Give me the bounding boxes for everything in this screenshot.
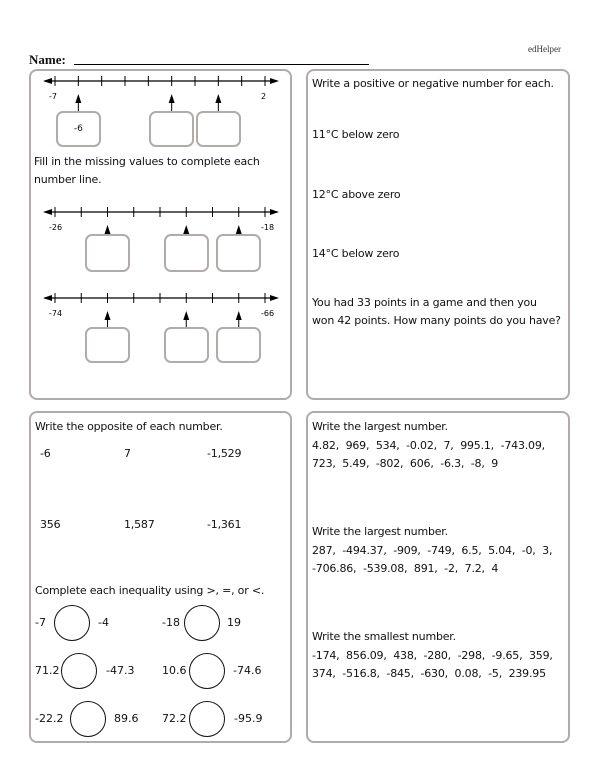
inequality-6-answer-circle[interactable] xyxy=(189,701,225,737)
up-arrow-icon xyxy=(183,311,189,320)
up-arrow-icon xyxy=(75,94,81,103)
inequality-5-left: -22.2 xyxy=(35,712,64,725)
temperature-item-2: 12°C above zero xyxy=(312,188,401,201)
left-arrowhead-icon xyxy=(43,295,52,301)
up-arrow-icon xyxy=(183,225,189,234)
temperature-item-3: 14°C below zero xyxy=(312,247,400,260)
opposites-inequalities-panel xyxy=(29,411,292,743)
largest-smallest-panel xyxy=(306,411,570,743)
number-line-answer-box[interactable] xyxy=(216,234,261,272)
number-line-answer-box[interactable] xyxy=(196,111,241,147)
inequality-4-right: -74.6 xyxy=(233,664,262,677)
up-arrow-icon xyxy=(236,311,242,320)
inequality-5-answer-circle[interactable] xyxy=(70,701,106,737)
number-line-end-label: -18 xyxy=(261,223,275,232)
opposite-number-3: -1,529 xyxy=(207,447,242,460)
number-line-answer-box[interactable] xyxy=(216,327,261,363)
inequality-1-answer-circle[interactable] xyxy=(54,605,90,641)
positive-negative-instruction: Write a positive or negative number for each. xyxy=(312,77,554,90)
ordering-2-instruction: Write the largest number. xyxy=(312,525,448,538)
inequality-1-left: -7 xyxy=(35,616,46,629)
opposite-number-5: 1,587 xyxy=(124,518,155,531)
ordering-2-numbers-line-2: -706.86, -539.08, 891, -2, 7.2, 4 xyxy=(312,562,499,575)
right-arrowhead-icon xyxy=(270,209,279,215)
number-line-panel xyxy=(29,69,292,400)
opposite-number-2: 7 xyxy=(124,447,131,460)
number-line-end-label: -66 xyxy=(261,309,275,318)
inequality-5-right: 89.6 xyxy=(114,712,139,725)
ordering-3-numbers-line-1: -174, 856.09, 438, -280, -298, -9.65, 359, xyxy=(312,649,553,662)
word-problem: You had 33 points in a game and then you won 42 points. How many points do you have? xyxy=(312,296,561,327)
number-line-answer-box[interactable] xyxy=(85,234,130,272)
inequality-4-left: 10.6 xyxy=(162,664,187,677)
ordering-1-instruction: Write the largest number. xyxy=(312,420,448,433)
number-line-end-label: 2 xyxy=(261,92,267,101)
up-arrow-icon xyxy=(105,311,111,320)
ordering-2-numbers-line-1: 287, -494.37, -909, -749, 6.5, 5.04, -0, 3, xyxy=(312,544,553,557)
number-line-instruction: Fill in the missing values to complete each number line. xyxy=(34,155,260,186)
number-line-start-label: -7 xyxy=(49,92,57,101)
brand-label: edHelper xyxy=(528,44,561,54)
right-arrowhead-icon xyxy=(270,295,279,301)
up-arrow-icon xyxy=(215,94,221,103)
inequality-3-right: -47.3 xyxy=(106,664,135,677)
right-arrowhead-icon xyxy=(270,78,279,84)
name-label: Name: xyxy=(29,52,66,67)
inequality-6-left: 72.2 xyxy=(162,712,187,725)
opposites-instruction: Write the opposite of each number. xyxy=(35,420,223,433)
ordering-3-numbers-line-2: 374, -516.8, -845, -630, 0.08, -5, 239.95 xyxy=(312,667,546,680)
ordering-1-numbers-line-2: 723, 5.49, -802, 606, -6.3, -8, 9 xyxy=(312,457,499,470)
number-line-answer-box[interactable] xyxy=(85,327,130,363)
ordering-3-instruction: Write the smallest number. xyxy=(312,630,456,643)
inequality-3-answer-circle[interactable] xyxy=(61,653,97,689)
number-line-start-label: -74 xyxy=(49,309,63,318)
inequality-2-answer-circle[interactable] xyxy=(184,605,220,641)
positive-negative-panel xyxy=(306,69,570,400)
number-line-answer-box[interactable] xyxy=(149,111,194,147)
number-line-answer-box[interactable] xyxy=(164,234,209,272)
number-line-answer-box[interactable] xyxy=(164,327,209,363)
up-arrow-icon xyxy=(236,225,242,234)
opposite-number-4: 356 xyxy=(40,518,61,531)
inequality-2-left: -18 xyxy=(162,616,180,629)
ordering-1-numbers-line-1: 4.82, 969, 534, -0.02, 7, 995.1, -743.09, xyxy=(312,439,545,452)
number-line-start-label: -26 xyxy=(49,223,63,232)
inequality-2-right: 19 xyxy=(227,616,241,629)
opposite-number-1: -6 xyxy=(40,447,51,460)
left-arrowhead-icon xyxy=(43,78,52,84)
inequality-1-right: -4 xyxy=(98,616,109,629)
left-arrowhead-icon xyxy=(43,209,52,215)
opposite-number-6: -1,361 xyxy=(207,518,242,531)
up-arrow-icon xyxy=(169,94,175,103)
up-arrow-icon xyxy=(105,225,111,234)
temperature-item-1: 11°C below zero xyxy=(312,128,400,141)
inequality-6-right: -95.9 xyxy=(234,712,263,725)
name-input-line[interactable] xyxy=(74,64,369,65)
inequality-4-answer-circle[interactable] xyxy=(189,653,225,689)
inequality-3-left: 71.2 xyxy=(35,664,60,677)
inequality-instruction: Complete each inequality using >, =, or <. xyxy=(35,584,265,597)
number-line-answer-box[interactable]: -6 xyxy=(56,111,101,147)
